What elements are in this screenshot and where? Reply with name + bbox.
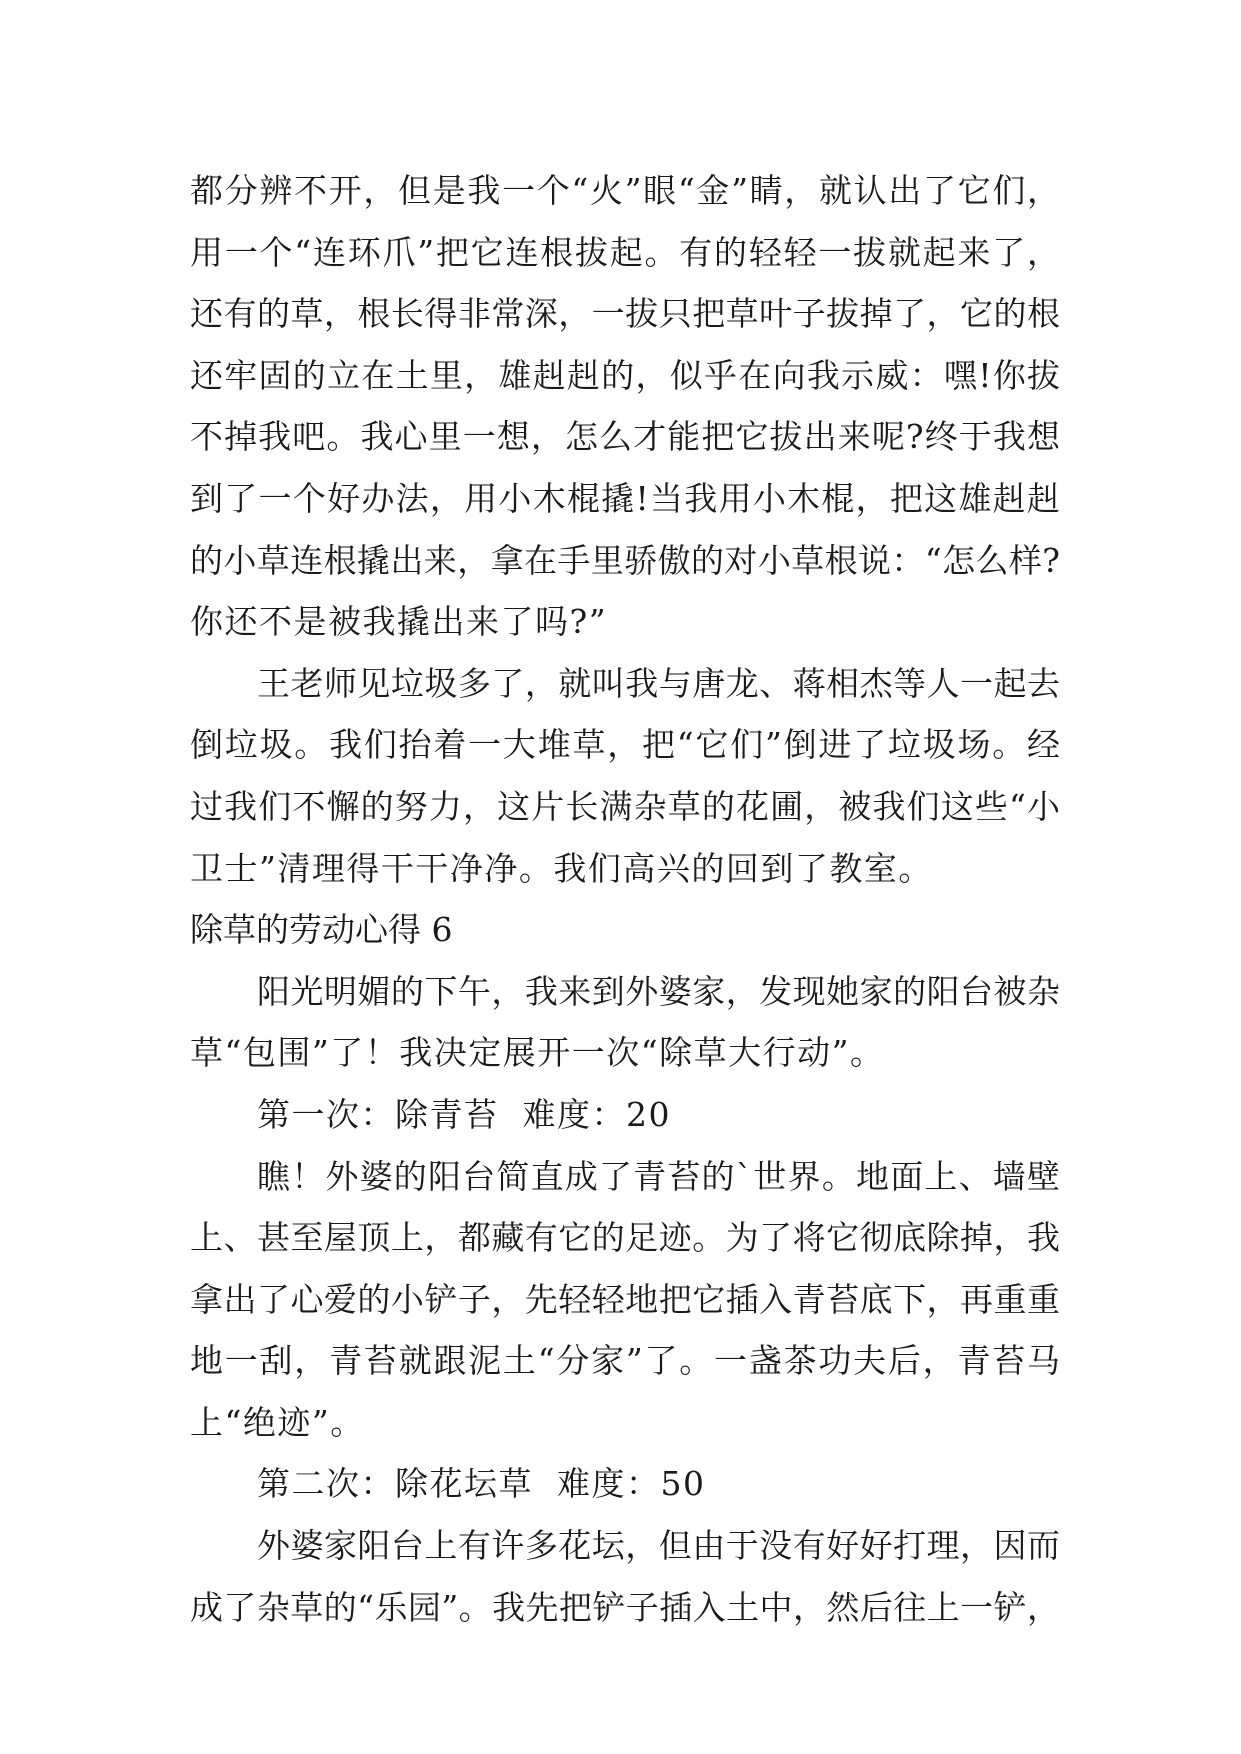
text-line: 的小草连根撬出来，拿在手里骄傲的对小草根说：“怎么样? (190, 540, 1060, 580)
subheading: 第二次：除花坛草 难度：50 (257, 1464, 706, 1504)
paragraph-start: 外婆家阳台上有许多花坛，但由于没有好好打理，因而 (257, 1526, 1060, 1566)
text-line: 成了杂草的“乐园”。我先把铲子插入土中，然后往上一铲， (190, 1587, 1060, 1627)
text-line: 还有的草，根长得非常深，一拔只把草叶子拔掉了，它的根 (190, 294, 1060, 334)
text-line: 草“包围”了！我决定展开一次“除草大行动”。 (190, 1033, 885, 1073)
text-line: 地一刮，青苔就跟泥土“分家”了。一盏茶功夫后，青苔马 (190, 1341, 1060, 1381)
paragraph-start: 王老师见垃圾多了，就叫我与唐龙、蒋相杰等人一起去 (257, 663, 1060, 703)
text-line: 到了一个好办法，用小木棍撬!当我用小木棍，把这雄赳赳 (190, 478, 1060, 518)
text-line: 还牢固的立在土里，雄赳赳的，似乎在向我示威：嘿!你拔 (190, 355, 1060, 395)
paragraph-start: 阳光明媚的下午，我来到外婆家，发现她家的阳台被杂 (257, 971, 1060, 1011)
text-line: 上“绝迹”。 (190, 1402, 365, 1442)
paragraph-start: 瞧！外婆的阳台简直成了青苔的`世界。地面上、墙壁 (257, 1156, 1060, 1196)
text-line: 你还不是被我撬出来了吗?” (190, 602, 608, 642)
text-line: 都分辨不开，但是我一个“火”眼“金”睛，就认出了它们， (190, 171, 1060, 210)
text-line: 不掉我吧。我心里一想，怎么才能把它拔出来呢?终于我想 (190, 417, 1060, 457)
text-line: 卫士”清理得干干净净。我们高兴的回到了教室。 (190, 848, 933, 888)
text-line: 上、甚至屋顶上，都藏有它的足迹。为了将它彻底除掉，我 (190, 1218, 1060, 1258)
subheading: 第一次：除青苔 难度：20 (257, 1094, 671, 1134)
body-text (190, 160, 1060, 1638)
text-line: 过我们不懈的努力，这片长满杂草的花圃，被我们这些“小 (190, 786, 1060, 826)
text-line: 拿出了心爱的小铲子，先轻轻地把它插入青苔底下，再重重 (190, 1279, 1060, 1319)
text-line: 用一个“连环爪”把它连根拔起。有的轻轻一拔就起来了， (190, 232, 1060, 272)
text-line: 倒垃圾。我们抬着一大堆草，把“它们”倒进了垃圾场。经 (190, 725, 1060, 765)
section-heading: 除草的劳动心得 6 (190, 910, 453, 950)
